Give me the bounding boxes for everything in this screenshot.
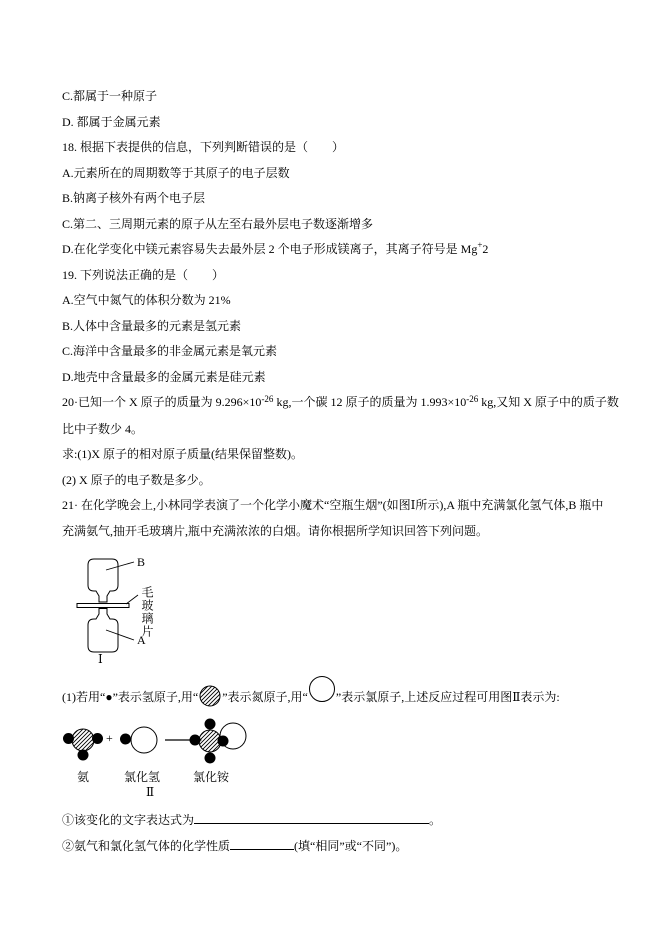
q21-sub2-end: 。	[429, 813, 442, 827]
q21-sub3-end: (填“相同”或“不同”)。	[294, 838, 408, 853]
bottle-b-label: B	[137, 555, 146, 569]
q19-option-a: A.空气中氮气的体积分数为 21%	[62, 293, 231, 307]
q20-line2: 比中子数少 4。	[62, 421, 144, 436]
q18-option-d-end: 2	[482, 242, 489, 256]
q20-line1	[62, 390, 643, 417]
ammonia-molecule	[63, 729, 103, 761]
hydrogen-atom	[78, 750, 89, 761]
nitrogen-atom	[72, 729, 94, 751]
nitrogen-atom-icon	[198, 684, 222, 708]
q19-stem: 19. 下列说法正确的是（ ）	[62, 267, 225, 282]
q19-option-b: B.人体中含量最多的元素是氢元素	[62, 318, 242, 333]
q18-option-c: C.第二、三周期元素的原子从左至右最外层电子数逐渐增多	[62, 216, 374, 231]
q20-mass-c12: kg,一个碳 12 原子的质量为 1.993×10	[273, 395, 467, 409]
legend-text-2: ”表示氮原子,用“	[222, 689, 308, 704]
hydrogen-atom	[120, 734, 131, 745]
q17-option-d: D. 都属于金属元素	[62, 114, 161, 129]
hydrogen-atom	[63, 733, 74, 744]
q18-option-b: B.钠离子核外有两个电子层	[62, 191, 206, 205]
hydrogen-atom	[190, 735, 201, 746]
q18-option-d	[62, 237, 643, 263]
q18-stem: 18. 根据下表提供的信息，下列判断错误的是（ ）	[62, 140, 345, 154]
exponent-sup: -26	[261, 394, 274, 404]
glass-plate	[77, 604, 129, 608]
bottle-b-outline	[88, 559, 118, 602]
bottle-a-outline	[88, 609, 118, 653]
ammonium-chloride-particle	[190, 719, 247, 764]
q21-sub3-line	[62, 834, 643, 860]
bottle-a-label: A	[137, 633, 146, 647]
legend-text-1: (1)若用“●”表示氢原子,用“	[62, 689, 199, 704]
glass-plate-label: 毛玻璃片	[140, 586, 154, 638]
q21-sub2-line	[62, 808, 643, 834]
q19-option-c: C.海洋中含量最多的非金属元素是氧元素	[62, 344, 278, 358]
q17-option-c: C.都属于一种原子	[62, 89, 158, 103]
q21-line1: 21· 在化学晚会上,小林同学表演了一个化学小魔术“空瓶生烟”(如图Ⅰ所示),A 瓶中充满氯化氢气体,B 瓶中	[62, 498, 604, 512]
q21-line2: 充满氨气,抽开毛玻璃片,瓶中充满浓浓的白烟。请你根据所学知识回答下列问题。	[62, 523, 489, 538]
leader-line-plate	[126, 595, 138, 604]
q19-option-d: D.地壳中含量最多的金属元素是硅元素	[62, 369, 266, 384]
figure-1-caption: Ⅰ	[98, 652, 103, 666]
mg-ion-charge-sup: +	[477, 240, 483, 250]
q18-option-a: A.元素所在的周期数等于其原子的电子层数	[62, 165, 290, 180]
q20-sub2: (2) X 原子的电子数是多少。	[62, 472, 211, 487]
q21-sub1-line	[62, 682, 643, 710]
hydrogen-atom	[205, 753, 216, 764]
hydrogen-atom	[218, 736, 229, 747]
q20-line1-end: kg,又知 X 原子中的质子数	[478, 395, 619, 409]
ammonia-label: 氨	[77, 770, 90, 784]
ammonium-chloride-label: 氯化铵	[193, 770, 230, 784]
chlorine-atom-icon	[308, 675, 336, 703]
hydrogen-chloride-label: 氯化氢	[124, 770, 161, 784]
legend-text-3: ”表示氯原子,上述反应过程可用图Ⅱ表示为:	[335, 689, 560, 704]
figure-2-caption: Ⅱ	[146, 785, 155, 799]
q21-sub3-text: ②氨气和氯化氢气体的化学性质	[62, 838, 231, 853]
exponent-sup: -26	[466, 394, 479, 404]
hydrogen-atom	[205, 719, 216, 730]
q21-sub2-text: ①该变化的文字表达式为	[62, 813, 195, 827]
figure-1-apparatus	[76, 555, 276, 672]
hydrogen-atom	[92, 733, 103, 744]
plus-sign: +	[106, 731, 113, 745]
figure-2-reaction-model	[62, 714, 382, 800]
q20-sub1: 求:(1)X 原子的相对原子质量(结果保留整数)。	[62, 447, 303, 461]
chlorine-atom	[131, 727, 157, 753]
answer-blank-2	[230, 836, 294, 850]
apparatus-drawing	[76, 555, 276, 672]
q18-option-d-text: D.在化学变化中镁元素容易失去最外层 2 个电子形成镁离子，其离子符号是 Mg	[62, 242, 478, 256]
answer-blank-1	[194, 810, 429, 824]
q20-mass-x: 20·已知一个 X 原子的质量为 9.296×10	[62, 395, 262, 409]
molecule-diagram	[62, 714, 257, 766]
hydrogen-chloride-molecule	[120, 727, 157, 753]
